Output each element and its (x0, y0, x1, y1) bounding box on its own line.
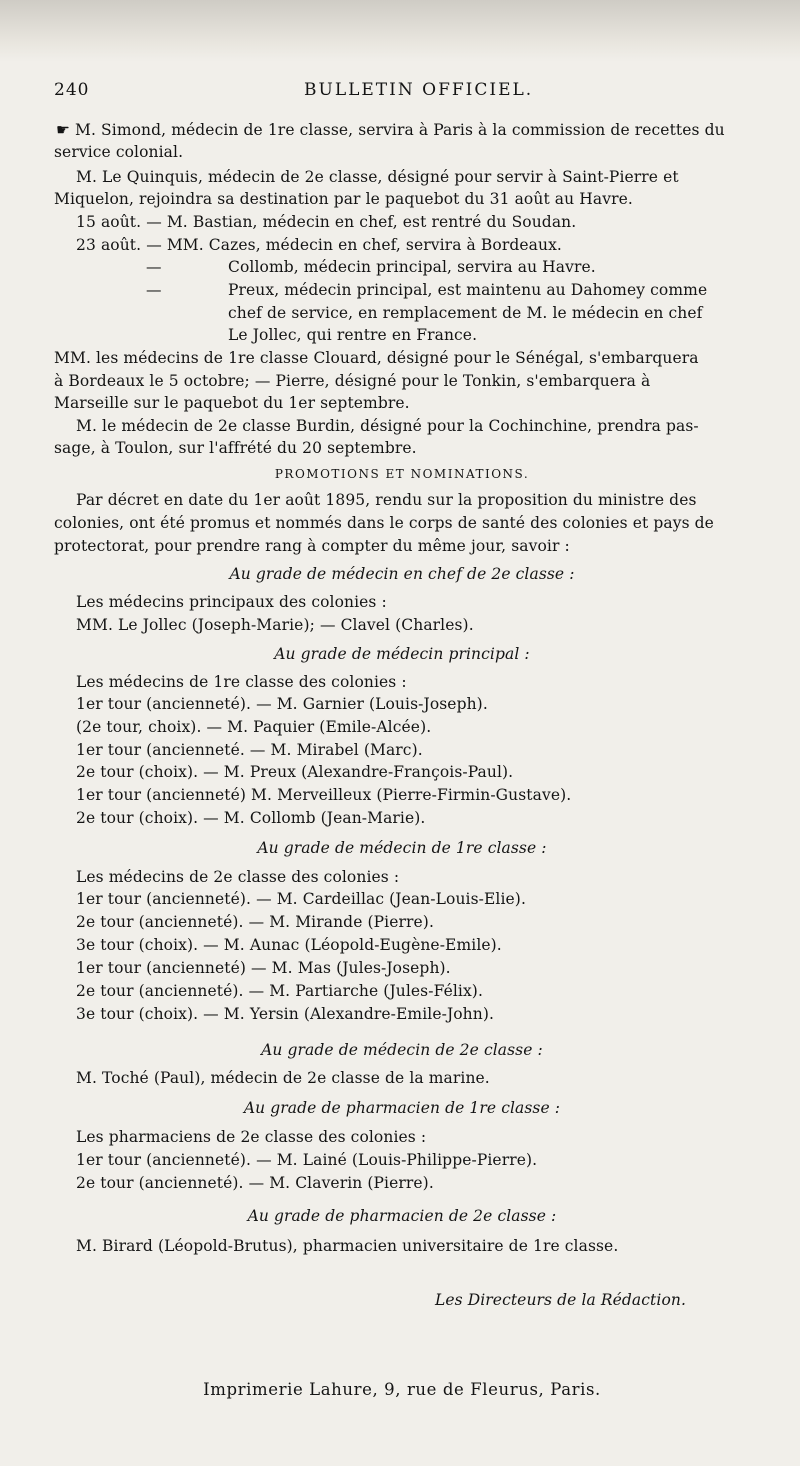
text-line: Les médecins de 2e classe des colonies : (76, 868, 400, 886)
grade-heading: Au grade de médecin principal : (274, 645, 530, 663)
list-item: 1er tour (ancienneté) M. Merveilleux (Pierre-Firmin-Gustave). (76, 786, 572, 804)
text-line: Miquelon, rejoindra sa destination par le paquebot du 31 août au Havre. (54, 190, 633, 208)
list-item: 3e tour (choix). — M. Aunac (Léopold-Eugène-Emile). (76, 936, 502, 954)
text-line: M. le médecin de 2e classe Burdin, désigné pour la Cochinchine, prendra pas- (76, 417, 699, 435)
text-line: M. Birard (Léopold-Brutus), pharmacien universitaire de 1re classe. (76, 1237, 619, 1255)
text-line: à Bordeaux le 5 octobre; — Pierre, désigné pour le Tonkin, s'embarquera à (54, 372, 651, 390)
text-line: Les pharmaciens de 2e classe des colonies : (76, 1128, 427, 1146)
text-line: Collomb, médecin principal, servira au Havre. (228, 258, 596, 276)
text-line: colonies, ont été promus et nommés dans le corps de santé des colonies et pays de (54, 514, 714, 532)
list-item: 2e tour (ancienneté). — M. Partiarche (Jules-Félix). (76, 982, 483, 1000)
dash-marker: — (146, 281, 162, 299)
list-item: (2e tour, choix). — M. Paquier (Emile-Alcée). (76, 718, 432, 736)
text-line: MM. Le Jollec (Joseph-Marie); — Clavel (Charles). (76, 616, 474, 634)
text-line: 23 août. — MM. Cazes, médecin en chef, servira à Bordeaux. (76, 236, 562, 254)
list-item: 1er tour (ancienneté). — M. Cardeillac (Jean-Louis-Elie). (76, 890, 526, 908)
text-line: 15 août. — M. Bastian, médecin en chef, est rentré du Soudan. (76, 213, 577, 231)
text-line: protectorat, pour prendre rang à compter du même jour, savoir : (54, 537, 570, 555)
text-line: MM. les médecins de 1re classe Clouard, désigné pour le Sénégal, s'embarquera (54, 349, 699, 367)
list-item: 2e tour (choix). — M. Preux (Alexandre-François-Paul). (76, 763, 514, 781)
page-number: 240 (54, 80, 90, 100)
list-item: 1er tour (ancienneté. — M. Mirabel (Marc). (76, 741, 423, 759)
grade-heading: Au grade de médecin de 1re classe : (257, 839, 547, 857)
text-line: Par décret en date du 1er août 1895, rendu sur la proposition du ministre des (76, 491, 697, 509)
signature: Les Directeurs de la Rédaction. (434, 1291, 686, 1309)
grade-heading: Au grade de pharmacien de 2e classe : (247, 1207, 557, 1225)
dash-marker: — (146, 258, 162, 276)
printer-imprint: Imprimerie Lahure, 9, rue de Fleurus, Paris. (203, 1380, 601, 1399)
list-item: 3e tour (choix). — M. Yersin (Alexandre-Emile-John). (76, 1005, 495, 1023)
text-line: M. Le Quinquis, médecin de 2e classe, désigné pour servir à Saint-Pierre et (76, 168, 679, 186)
text-line: chef de service, en remplacement de M. le médecin en chef (228, 304, 703, 322)
list-item: 2e tour (ancienneté). — M. Mirande (Pierre). (76, 913, 434, 931)
text-line: Les médecins principaux des colonies : (76, 593, 387, 611)
text-line: Marseille sur le paquebot du 1er septembre. (54, 394, 410, 412)
list-item: 1er tour (ancienneté). — M. Lainé (Louis-Philippe-Pierre). (76, 1151, 538, 1169)
text-line: M. Toché (Paul), médecin de 2e classe de la marine. (76, 1069, 490, 1087)
text-line: Le Jollec, qui rentre en France. (228, 326, 478, 344)
list-item: 1er tour (ancienneté) — M. Mas (Jules-Joseph). (76, 959, 451, 977)
grade-heading: Au grade de médecin de 2e classe : (261, 1041, 543, 1059)
section-heading: PROMOTIONS ET NOMINATIONS. (274, 467, 530, 481)
list-item: 2e tour (ancienneté). — M. Claverin (Pierre). (76, 1174, 434, 1192)
page-header (54, 78, 750, 104)
grade-heading: Au grade de médecin en chef de 2e classe : (229, 565, 575, 583)
text-line: ☛ M. Simond, médecin de 1re classe, servira à Paris à la commission de recettes du (56, 121, 725, 139)
list-item: 2e tour (choix). — M. Collomb (Jean-Marie). (76, 809, 426, 827)
text-line: Les médecins de 1re classe des colonies : (76, 673, 407, 691)
journal-title: BULLETIN OFFICIEL. (304, 80, 534, 100)
text-line: Preux, médecin principal, est maintenu au Dahomey comme (228, 281, 708, 299)
scan-shadow (0, 0, 800, 62)
text-line: service colonial. (54, 143, 184, 161)
text-line: sage, à Toulon, sur l'affrété du 20 septembre. (54, 439, 417, 457)
list-item: 1er tour (ancienneté). — M. Garnier (Louis-Joseph). (76, 695, 488, 713)
grade-heading: Au grade de pharmacien de 1re classe : (243, 1099, 561, 1117)
